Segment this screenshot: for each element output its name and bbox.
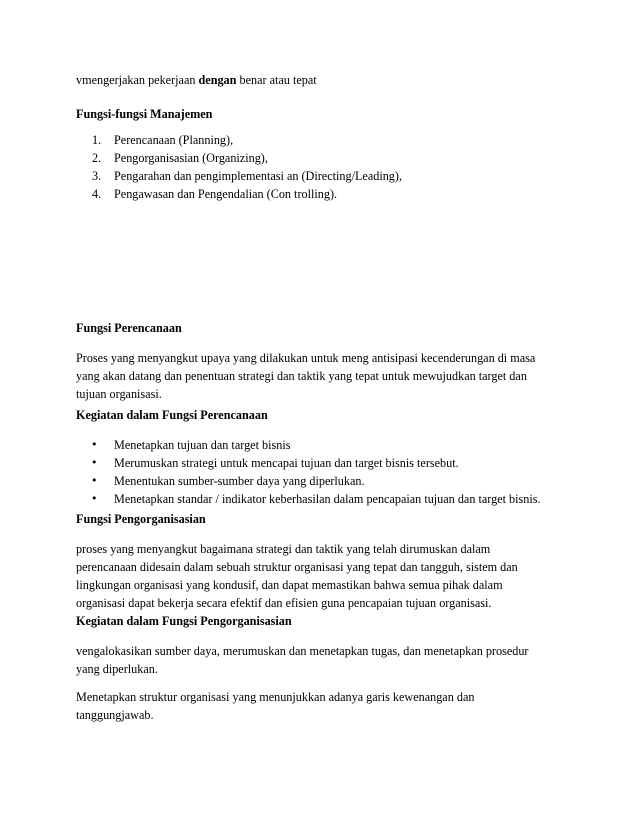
intro-suffix: benar atau tepat: [236, 73, 317, 87]
paragraph-line: tanggungjawab.: [76, 708, 154, 722]
list-kegiatan-perencanaan: [76, 436, 566, 508]
list-item-text: Pengarahan dan pengimplementasi an (Directing/Leading),: [114, 169, 402, 183]
list-item-text: Menetapkan standar / indikator keberhasilan dalam pencapaian tujuan dan target bisnis.: [114, 492, 541, 506]
paragraph-line: organisasi dapat bekerja secara efektif dan efisien guna pencapaian tujuan organisasi.: [76, 596, 492, 610]
paragraph-line: yang diperlukan.: [76, 662, 158, 676]
list-item: [76, 167, 566, 185]
heading-fungsi-pengorganisasian: Fungsi Pengorganisasian: [76, 512, 206, 526]
paragraph-line: perencanaan didesain dalam sebuah struktur organisasi yang tepat dan tangguh, sistem dan: [76, 560, 518, 574]
list-item: [76, 490, 566, 508]
list-item: [76, 131, 566, 149]
list-item: [76, 454, 566, 472]
paragraph-kegiatan-pengorganisasian-2: [76, 688, 566, 724]
paragraph-line: lingkungan organisasi yang kondusif, dan dapat memastikan bahwa semua pihak dalam: [76, 578, 503, 592]
paragraph-kegiatan-pengorganisasian-1: [76, 642, 566, 678]
list-item-text: Perencanaan (Planning),: [114, 133, 234, 147]
paragraph-fungsi-perencanaan: [76, 349, 566, 403]
list-item: [76, 185, 566, 203]
list-item: [76, 149, 566, 167]
paragraph-fungsi-pengorganisasian: [76, 540, 566, 612]
list-item-text: Menetapkan tujuan dan target bisnis: [114, 438, 291, 452]
heading-fungsi-manajemen: Fungsi-fungsi Manajemen: [76, 107, 213, 121]
paragraph-line: proses yang menyangkut bagaimana strategi dan taktik yang telah dirumuskan dalam: [76, 542, 491, 556]
heading-fungsi-perencanaan: Fungsi Perencanaan: [76, 321, 182, 335]
heading-kegiatan-pengorganisasian: Kegiatan dalam Fungsi Pengorganisasian: [76, 614, 292, 628]
list-item: [76, 472, 566, 490]
list-number: 3.: [92, 169, 102, 183]
intro-line: [76, 71, 566, 89]
list-number: 4.: [92, 187, 102, 201]
bullet-icon: •: [91, 492, 98, 505]
list-item: [76, 436, 566, 454]
list-fungsi-manajemen: [76, 131, 566, 203]
intro-prefix: vmengerjakan pekerjaan: [76, 73, 199, 87]
list-item-text: Pengawasan dan Pengendalian (Con trolling).: [114, 187, 338, 201]
paragraph-line: yang akan datang dan penentuan strategi dan taktik yang tepat untuk mewujudkan target dan: [76, 369, 527, 383]
intro-bold-word: dengan: [198, 73, 237, 87]
list-item-text: Merumuskan strategi untuk mencapai tujuan dan target bisnis tersebut.: [114, 456, 459, 470]
bullet-icon: •: [91, 438, 98, 451]
heading-kegiatan-perencanaan: Kegiatan dalam Fungsi Perencanaan: [76, 408, 268, 422]
paragraph-line: Menetapkan struktur organisasi yang menunjukkan adanya garis kewenangan dan: [76, 690, 475, 704]
list-number: 1.: [92, 133, 102, 147]
list-item-text: Menentukan sumber-sumber daya yang diperlukan.: [114, 474, 365, 488]
paragraph-line: tujuan organisasi.: [76, 387, 162, 401]
bullet-icon: •: [91, 456, 98, 469]
list-item-text: Pengorganisasian (Organizing),: [114, 151, 268, 165]
bullet-icon: •: [91, 474, 98, 487]
paragraph-line: Proses yang menyangkut upaya yang dilakukan untuk meng antisipasi kecenderungan di masa: [76, 351, 536, 365]
list-number: 2.: [92, 151, 102, 165]
paragraph-line: vengalokasikan sumber daya, merumuskan dan menetapkan tugas, dan menetapkan prosedur: [76, 644, 529, 658]
